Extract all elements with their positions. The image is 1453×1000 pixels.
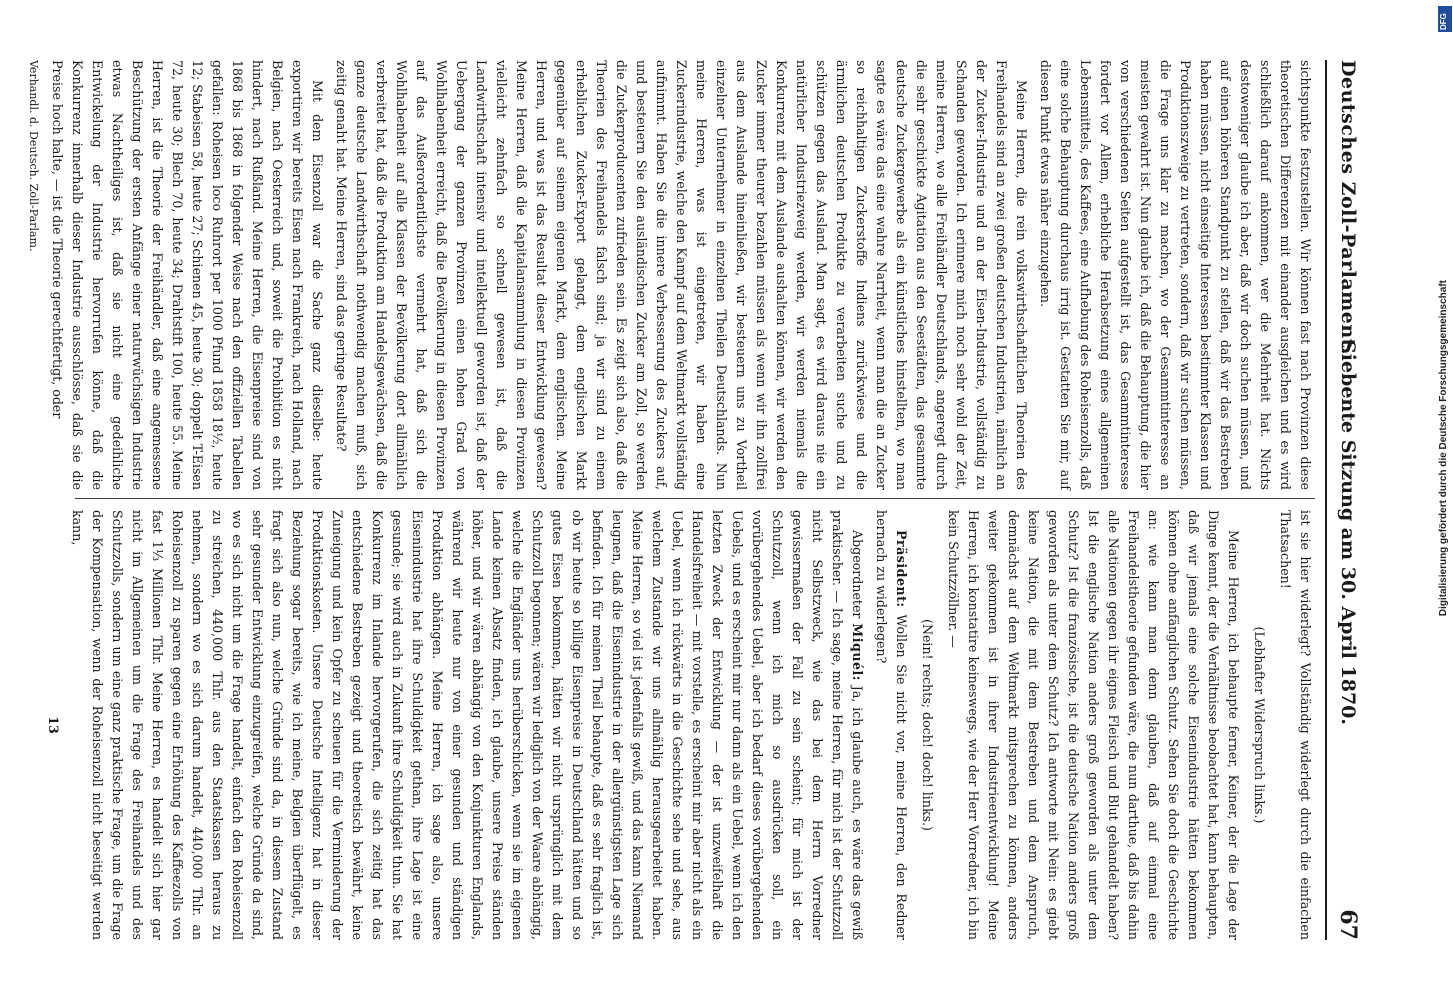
miquel-text: Ja, ich glaube auch, es wäre das gewiß praktischer. — Ich sage, meine Herren, für mich ist der Schutzzoll nicht Selbstzweck, wie das bei dem Herrn Vorredner gewissermaßen der Fall zu sein scheint; für mich ist der Schutzzoll, wenn ich mich so ausdrücken soll, ein vorübergehendes Uebel, aber ich bedarf dieses vorübergehenden Uebels, und es erscheint mir nur dann als ein Uebel, wenn ich den letzten Zweck der Entwicklung — der ist unzweifelhaft die Handelsfreiheit — mit vorstelle, es erscheint mir aber nicht als ein Uebel, wenn ich rückwärts in die Geschichte sehe und sehe, aus welchem Zustande wir uns allmählig herausgearbeitet haben. Meine Herren, so viel ist jedenfalls gewiß, und das kann Niemand leugnen, daß die Eisenindustrie in der allergünstigsten Lage sich befinden. Ich für meinen Theil behaupte, daß es sehr fraglich ist, ob wir heute so billige Eisenpreise in Deutschland hätten und so gutes Eisen bekommen, hätten wir nicht ursprünglich mit dem Schutzzoll begonnen; wären wir lediglich von der Waare abhängig, welche die Engländer uns herüberschicken, wenn sie im eigenen Lande keinen Absatz finden, ich glaube, unsere Preise ständen höher, und wir wären abhängig von den Konjunkturen Englands, während wir heute nur von einer gesunden und ständigen Produktion abhängen. Meine Herren, ich sage also, unsere Eisenindustrie hat ihre Schuldigkeit gethan, ihre Lage ist eine gesunde; sie wird auch in Zukunft ihre Schuldigkeit thun. Sie hat Konkurrenz im Inlande hervorgerufen, die sich zeitig hat das entschiedene Bestreben gezeigt und theoretisch bewährt, keine Zuneigung und kein Opfer zu scheuen für die Verminderung der Produktionskosten. Unsere Deutsche Intelligenz hat in dieser Beziehung sogar bereits, wie ich meine, Belgien überflügelt, es fragt sich also nun, welche Gründe sind da, in diesem Zustand sehr gesunder Entwicklung einzugreifen, welche Gründe da sind, wo es sich nicht um die Frage handelt, einfach den Roheisenzoll zu streichen, 440,000 Thlr. aus den Staatskassen heraus zu nehmen, sondern wo es sich darum handelt, 440,000 Thlr. an Roheisenzoll zu sparen gegen eine Erhöhung des Kaffeezolls von fast 1⅓ Millionen Thlr. Meine Herren, es handelt sich hier gar nicht im Allgemeinen um die Frage des Freihandels und des Schutzzolls, sondern um eine ganz praktische Frage, um die Frage der Kompensation, wenn der Roheisenzoll nicht beseitigt werden kann, [70, 510, 865, 940]
column-divider [75, 498, 1315, 499]
page-number: 67 [1335, 909, 1361, 940]
signature-number: 13 [46, 716, 61, 734]
page-header [1325, 60, 1367, 940]
header-publication: Deutsches Zoll-Parlament. [1337, 60, 1359, 356]
left-column-signature: Verhandl. d. Deutsch. Zoll-Parlam. [27, 60, 40, 252]
dfg-notice: Digitalisierung gefördert durch die Deutsche Forschungsgemeinschaft [1438, 280, 1449, 617]
speaker-intro: Abgeordneter [850, 530, 865, 619]
interjection: (Lebhafter Widerspruch links.) [1252, 626, 1267, 824]
header-session-date: Siebente Sitzung am 30. April 1870. [1337, 340, 1359, 726]
dfg-logo-text: DFG [1439, 13, 1448, 30]
right-paragraph: ist sie hier widerlegt? Vollständig widerlegt durch die einfachen Thatsachen! [1278, 510, 1313, 940]
president-remark [871, 510, 911, 940]
left-column [27, 60, 1315, 490]
interjection: (Nein! rechts; doch! doch! links.) [920, 619, 935, 831]
left-paragraph: Mit dem Eisenzoll war die Sache ganz dieselbe: heute exportiren wir bereits Eisen nach Frankreich, nach Holland, nach Belgien, nach Oesterreich und, soweit die Prohibition es nicht hindert, nach Rußland. Meine Herren, die Eisenpreise sind von 1868 bis 1868 in folgender Weise nach den offiziellen Tabellen gefallen: Roheisen loco Ruhrort per 1000 Pfund 1858 18½, heute 12; Stabeisen 58, heute 27; Schienen 45, heute 30; doppelt T-Eisen 72, heute 30; Blech 70, heute 34; Drahtstift 100, heute 55. Meine Herren, ist die Theorie der Freihändler, daß eine angemessene Beschützung der ersten Anfänge einer naturwüchsigen Industrie etwas Nachtheiliges ist, daß sie nicht eine gedeihliche Entwickelung der Industrie hervorrufen könne, daß die Konkurrenz innerhalb dieser Industrie ausschlösse, daß sie die Preise hoch halte, — ist die Theorie gerechtfertigt, oder [50, 60, 325, 490]
speaker-president: Präsident: [894, 530, 909, 608]
miquel-speech [67, 510, 867, 940]
left-paragraph: Meine Herren, die rein volkswirthschaftlichen Theorien des Freihandels sind an zwei großen deutschen Industrien, nämlich an der Zucker-Industrie und an der Eisen-Industrie, vollständig zu Schanden geworden. Ich erinnere mich noch sehr wohl der Zeit, meine Herren, wo alle Freihändler Deutschlands, angeregt durch die sehr geschickte Agitation aus den Seestädten, das gesammte deutsche Zuckergewerbe als ein künstliches hinstellten, wo man sagte es wäre das eine wahre Narrheit, wenn man die an Zucker so reichhaltigen Zuckerstoffe Indiens zurückwiese und die ärmlichen deutschen Produkte zu verarbeiten suche und zu schützen gegen das Ausland. Man sagt, es wird daraus nie ein natürlicher Industriezweig werden, wir werden niemals die Konkurrenz mit dem Auslande aushalten können, wir werden den Zucker immer theurer bezahlen müssen als wenn wir ihn zollfrei aus dem Auslande hineinließen, wir besteuern uns zu Vortheil einzelner Unternehmer in einzelnen Theilen Deutschlands. Nun meine Herren, was ist eingetreten, wir haben eine Zuckerindustrie, welche den Kampf auf dem Weltmarkt vollständig aufnimmt. Haben Sie die innere Verbesserung des Zuckers auf, und besteuern Sie den ausländischen Zucker am Zoll, so werden die Zuckerproducenten zufrieden sein. Es zeigt sich also, daß die Theorien des Freihandels falsch sind; ja wir sind zu einem erheblichen Zucker-Export gelangt, dem englischen Markt gegenüber auf seinem eigenen Markt, dem englischen. Meine Herren, und was ist das Resultat dieser Entwicklung gewesen? Meine Herren, daß die Kapitalansammlung in diesen Provinzen vielleicht zehnfach so schnell gewesen ist, daß die Landwirthschaft intensiv und intellektuell geworden ist, daß der Uebergang der ganzen Provinzen einen hohen Grad von Wohlhabenheit erreicht, daß die Bevölkerung in diesen Provinzen auf das Außerordentlichste vermehrt hat, daß sich die Wohlhabenheit auf alle Klassen der Bevölkerung dort allmählich verbreitet hat, daß die Produktion am Handelsgewächsen, daß die ganze deutsche Landwirthschaft nothwendig machen muß, sich zeitig genaht hat. Meine Herren, sind das geringe Resultate? [334, 60, 1029, 490]
speaker-miquel: Miquél: [850, 623, 865, 681]
left-paragraph: sichtspunkte festzustellen. Wir können fast nach Provinzen diese theoretischen Differenzen mit einander ausgleichen und es wird schließlich darauf ankommen, wer die Mehrheit hat. Nichts destoweniger glaube ich aber, daß wir doch suchen müssen, und auf einen höheren Standpunkt zu stellen, daß wir das Bestreben haben müssen, nicht einseitige Interessen bestimmter Klassen und Produktionszweige zu vertreten, sondern, daß wir suchen müssen, die Frage uns klar zu machen, wo der Gesammtinteresse an meisten gewahrt ist. Nun glaube ich, daß die Behauptung, die hier von verschiedenen Seiten aufgestellt ist, das Gesammtinteresse fordert vor Allem, erhebliche Herabsetzung eines allgemeinen Lebensmittels, des Kaffees, eine Aufhebung des Roheisenzolls, daß eine solche Behauptung durchaus irrig ist. Gestatten Sie mir, auf diesen Punkt etwas näher einzugehen. [1038, 60, 1313, 490]
right-column [46, 510, 1315, 940]
right-paragraph: Meine Herren, ich behaupte ferner, Keiner, der die Lage der Dinge kennt, der die Verhältnisse beobachtet hat, kann behaupten, daß wir jemals eine solche Eisenindustrie hätten bekommen können ohne anfänglichen Schutz. Sehen Sie doch die Geschichte an: wie kann man denn glauben, daß auf einmal eine Freihandelstheorie gefunden wäre, die nun darthue, daß bis dahin alle Nationen gegen ihr eignes Fleisch und Blut gehandelt haben? Ist die englische Nation anders groß geworden als unter dem Schutz? Ist die französische, ist die deutsche Nation anders groß geworden als unter dem Schutz? Ich antworte mit Nein: es giebt keine Nation, die mit dem Bestreben und dem Anspruch, demnächst auf dem Weltmarkt mitsprechen zu können, anders weiter gekommen ist in ihrer Industrieentwicklung! Meine Herren, ich konstatire keineswegs, wie der Herr Vorredner, ich bin kein Schutzzöllner. — [946, 510, 1241, 940]
president-text: Wollen Sie nicht vor, meine Herren, den Redner hernach zu widerlegen? [874, 510, 909, 940]
dfg-logo [1438, 6, 1452, 32]
